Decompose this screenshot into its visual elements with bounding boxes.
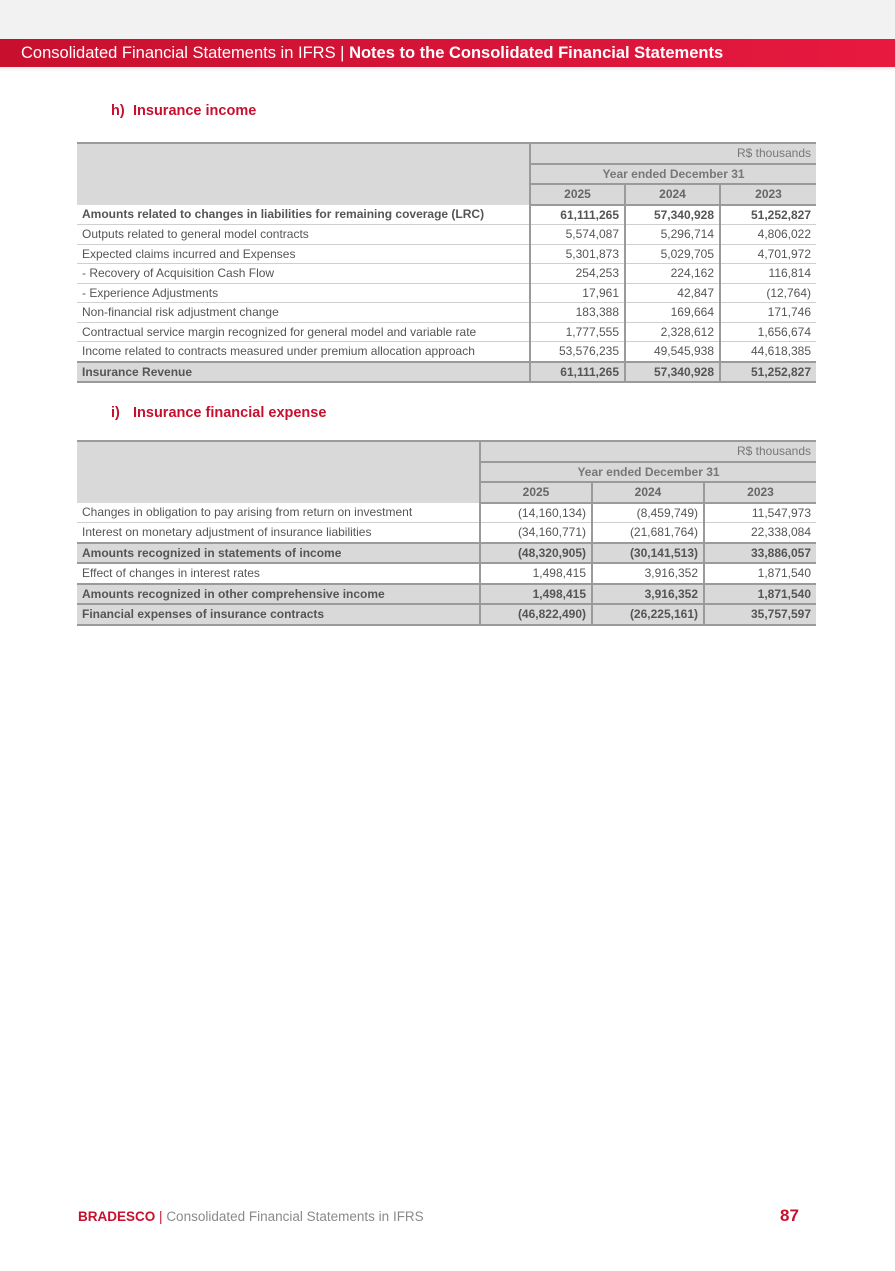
insurance-financial-expense-table xyxy=(77,440,816,626)
value-2024: 169,664 xyxy=(625,303,720,323)
value-2025: (14,160,134) xyxy=(480,503,592,523)
value-2023: 22,338,084 xyxy=(704,523,816,543)
value-2024: 2,328,612 xyxy=(625,322,720,342)
year-2025-header: 2025 xyxy=(530,184,625,205)
value-2023: (12,764) xyxy=(720,283,816,303)
value-2023: 44,618,385 xyxy=(720,342,816,362)
footer-separator: | xyxy=(159,1209,163,1224)
value-2024: 3,916,352 xyxy=(592,584,704,605)
table-row xyxy=(77,303,816,323)
section-i-heading: Insurance financial expense xyxy=(133,405,327,421)
period-label: Year ended December 31 xyxy=(480,462,816,483)
year-2024-header: 2024 xyxy=(625,184,720,205)
value-2023: 4,806,022 xyxy=(720,225,816,245)
value-2025: 1,498,415 xyxy=(480,563,592,584)
subtotal-row xyxy=(77,584,816,605)
value-2024: (8,459,749) xyxy=(592,503,704,523)
value-2024: 5,029,705 xyxy=(625,244,720,264)
row-label: - Experience Adjustments xyxy=(77,283,530,303)
value-2025: 53,576,235 xyxy=(530,342,625,362)
year-2025-header: 2025 xyxy=(480,482,592,503)
value-2025: 1,498,415 xyxy=(480,584,592,605)
value-2023: 51,252,827 xyxy=(720,205,816,225)
value-2024: (26,225,161) xyxy=(592,604,704,625)
row-label: Interest on monetary adjustment of insurance liabilities xyxy=(77,523,480,543)
value-2025: 61,111,265 xyxy=(530,205,625,225)
value-2024: 49,545,938 xyxy=(625,342,720,362)
value-2023: 1,656,674 xyxy=(720,322,816,342)
total-row xyxy=(77,362,816,383)
value-2025: (46,822,490) xyxy=(480,604,592,625)
value-2024: 57,340,928 xyxy=(625,362,720,383)
row-label: Insurance Revenue xyxy=(77,362,530,383)
value-2025: 254,253 xyxy=(530,264,625,284)
table-header-blank xyxy=(77,441,480,503)
page-number: 87 xyxy=(780,1206,799,1225)
period-label: Year ended December 31 xyxy=(530,164,816,185)
year-2024-header: 2024 xyxy=(592,482,704,503)
subtotal-row xyxy=(77,543,816,564)
value-2025: 17,961 xyxy=(530,283,625,303)
value-2025: 1,777,555 xyxy=(530,322,625,342)
value-2023: 4,701,972 xyxy=(720,244,816,264)
header-separator: | xyxy=(340,44,345,62)
row-label: Amounts recognized in statements of income xyxy=(77,543,480,564)
row-label: Outputs related to general model contracts xyxy=(77,225,530,245)
header-subtitle: Notes to the Consolidated Financial Statements xyxy=(349,44,724,62)
page-footer xyxy=(78,1209,424,1224)
table-row xyxy=(77,283,816,303)
value-2024: 42,847 xyxy=(625,283,720,303)
header-banner xyxy=(0,39,895,67)
value-2023: 1,871,540 xyxy=(704,584,816,605)
section-h-letter: h) xyxy=(111,103,125,119)
value-2025: 61,111,265 xyxy=(530,362,625,383)
table-row xyxy=(77,523,816,543)
table-row xyxy=(77,225,816,245)
insurance-income-table xyxy=(77,142,816,383)
table-header-blank xyxy=(77,143,530,205)
value-2024: 5,296,714 xyxy=(625,225,720,245)
table-row xyxy=(77,503,816,523)
value-2023: 1,871,540 xyxy=(704,563,816,584)
row-label: Financial expenses of insurance contracts xyxy=(77,604,480,625)
value-2025: (34,160,771) xyxy=(480,523,592,543)
value-2023: 11,547,973 xyxy=(704,503,816,523)
section-i-title xyxy=(111,405,326,421)
row-label: Amounts related to changes in liabilities for remaining coverage (LRC) xyxy=(77,205,530,225)
table-row xyxy=(77,264,816,284)
units-label: R$ thousands xyxy=(480,441,816,462)
value-2023: 116,814 xyxy=(720,264,816,284)
year-2023-header: 2023 xyxy=(720,184,816,205)
value-2025: 183,388 xyxy=(530,303,625,323)
row-label: Effect of changes in interest rates xyxy=(77,563,480,584)
value-2024: (21,681,764) xyxy=(592,523,704,543)
value-2024: (30,141,513) xyxy=(592,543,704,564)
top-margin xyxy=(0,0,895,39)
table-row xyxy=(77,205,816,225)
units-label: R$ thousands xyxy=(530,143,816,164)
value-2025: 5,301,873 xyxy=(530,244,625,264)
table-row xyxy=(77,342,816,362)
section-h-heading: Insurance income xyxy=(133,103,257,119)
footer-brand: BRADESCO xyxy=(78,1209,156,1224)
row-label: Non-financial risk adjustment change xyxy=(77,303,530,323)
year-2023-header: 2023 xyxy=(704,482,816,503)
total-row xyxy=(77,604,816,625)
footer-text: Consolidated Financial Statements in IFRS xyxy=(166,1209,424,1224)
row-label: Income related to contracts measured under premium allocation approach xyxy=(77,342,530,362)
row-label: - Recovery of Acquisition Cash Flow xyxy=(77,264,530,284)
value-2023: 33,886,057 xyxy=(704,543,816,564)
value-2024: 224,162 xyxy=(625,264,720,284)
row-label: Expected claims incurred and Expenses xyxy=(77,244,530,264)
header-title: Consolidated Financial Statements in IFRS xyxy=(21,44,336,62)
section-i-letter: i) xyxy=(111,405,120,421)
value-2023: 35,757,597 xyxy=(704,604,816,625)
value-2025: 5,574,087 xyxy=(530,225,625,245)
value-2025: (48,320,905) xyxy=(480,543,592,564)
row-label: Changes in obligation to pay arising from return on investment xyxy=(77,503,480,523)
row-label: Amounts recognized in other comprehensive income xyxy=(77,584,480,605)
value-2023: 51,252,827 xyxy=(720,362,816,383)
header-shadow xyxy=(0,67,895,72)
section-h-title xyxy=(111,103,256,119)
table-row xyxy=(77,244,816,264)
table-row xyxy=(77,322,816,342)
value-2023: 171,746 xyxy=(720,303,816,323)
row-label: Contractual service margin recognized for general model and variable rate xyxy=(77,322,530,342)
value-2024: 3,916,352 xyxy=(592,563,704,584)
value-2024: 57,340,928 xyxy=(625,205,720,225)
table-row xyxy=(77,563,816,584)
